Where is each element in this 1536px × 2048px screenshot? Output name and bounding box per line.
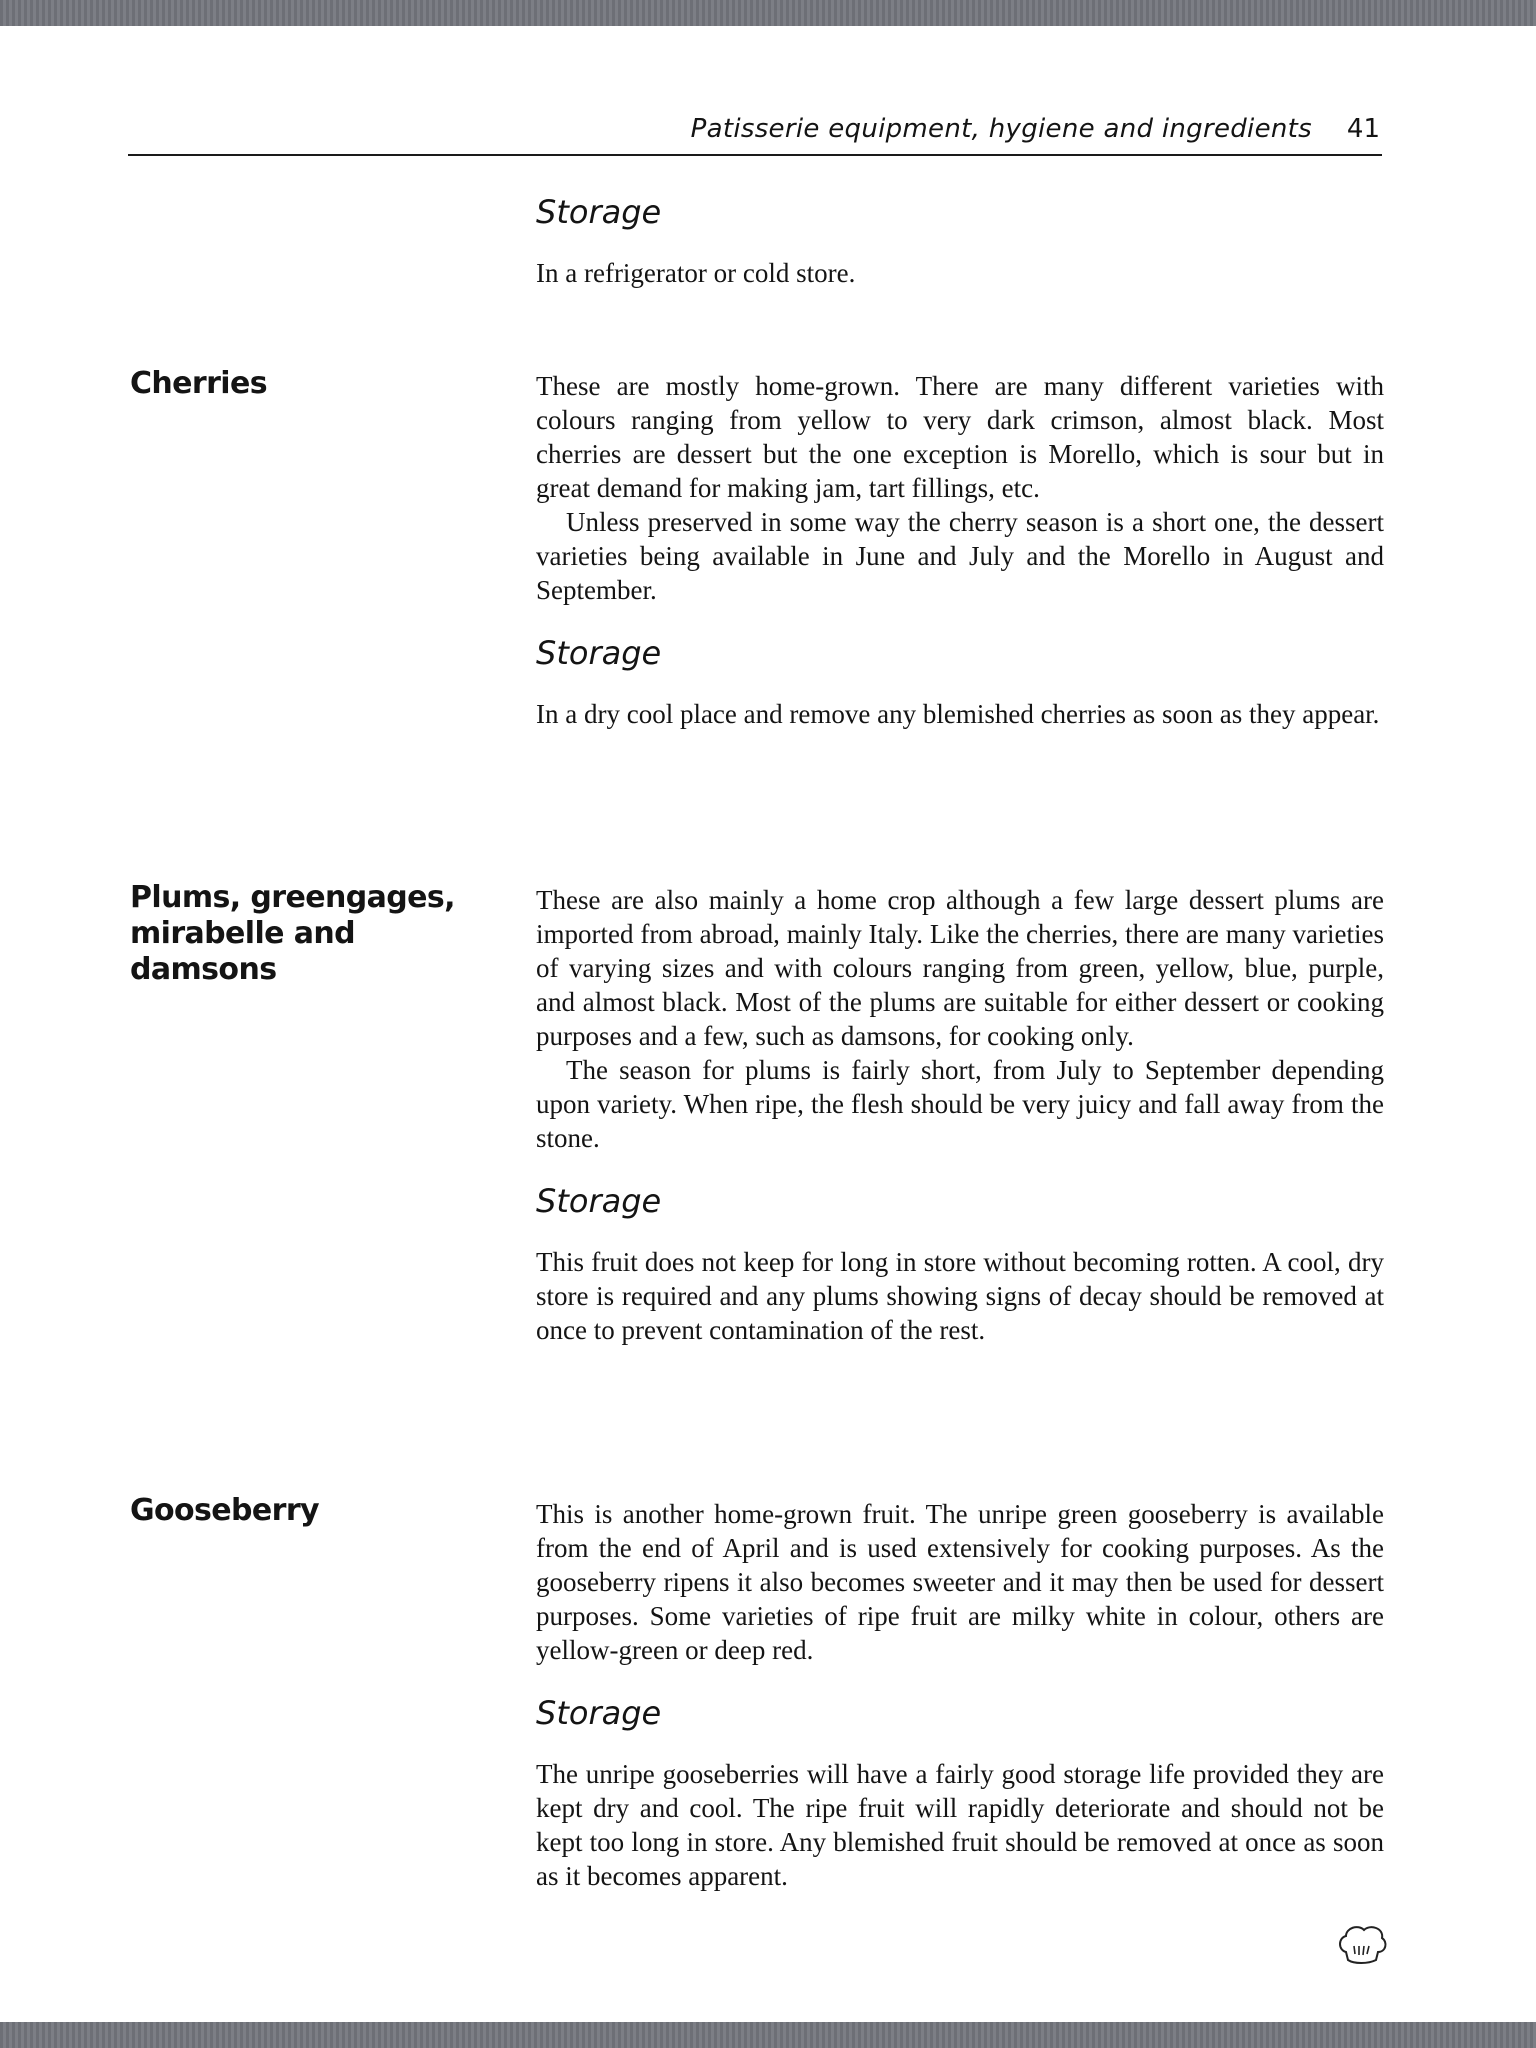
cherries-body: [536, 369, 1384, 731]
plums-storage-text: This fruit does not keep for long in store without becoming rotten. A cool, dry store is required and any plums showing signs of decay should be removed at once to prevent contamination of the rest.: [536, 1247, 1384, 1345]
gooseberry-body: [536, 1497, 1384, 1893]
section-heading-plums: [130, 880, 490, 988]
storage-subheading: Storage: [536, 1694, 662, 1732]
running-header: [130, 112, 1380, 152]
page-number: 41: [1346, 114, 1380, 144]
scan-frame-bottom: [0, 2022, 1536, 2048]
section-heading-cherries: Cherries: [130, 366, 267, 401]
intro-storage-text: In a refrigerator or cold store.: [536, 258, 856, 288]
chef-hat-icon: [1336, 1922, 1388, 1968]
intro-storage-block: [536, 192, 1384, 290]
running-title: Patisserie equipment, hygiene and ingredients: [690, 114, 1312, 144]
plums-paragraph-2: The season for plums is fairly short, from July to September depending upon variety. When ripe, the flesh should be very juicy and fall away from the stone.: [536, 1055, 1384, 1153]
cherries-paragraph-2: Unless preserved in some way the cherry season is a short one, the dessert varieties being available in June and July and the Morello in August and September.: [536, 507, 1384, 605]
cherries-paragraph-1: These are mostly home-grown. There are many different varieties with colours ranging from yellow to very dark crimson, almost black. Most cherries are dessert but the one exception is Morello, which is sour but in great demand for making jam, tart fillings, etc.: [536, 371, 1384, 503]
storage-subheading: Storage: [536, 634, 662, 672]
header-rule: [128, 154, 1382, 156]
storage-subheading: Storage: [536, 1182, 662, 1220]
cherries-storage-text: In a dry cool place and remove any blemished cherries as soon as they appear.: [536, 699, 1380, 729]
plums-paragraph-1: These are also mainly a home crop although a few large dessert plums are imported from abroad, mainly Italy. Like the cherries, there are many varieties of varying sizes and with colours ranging from green, yellow, blue, purple, and almost black. Most of the plums are suitable for either dessert or cooking purposes and a few, such as damsons, for cooking only.: [536, 885, 1384, 1051]
plums-heading-line-1: Plums, greengages,: [130, 880, 455, 915]
plums-body: [536, 883, 1384, 1347]
gooseberry-paragraph-1: This is another home-grown fruit. The unripe green gooseberry is available from the end of April and is used extensively for cooking purposes. As the gooseberry ripens it also becomes sweeter and it may then be used for dessert purposes. Some varieties of ripe fruit are milky white in colour, others are yellow-green or deep red.: [536, 1499, 1384, 1665]
storage-subheading: Storage: [536, 193, 662, 231]
plums-heading-line-2: mirabelle and damsons: [130, 916, 356, 987]
section-heading-gooseberry: Gooseberry: [130, 1493, 320, 1528]
scan-frame-top: [0, 0, 1536, 26]
gooseberry-storage-text: The unripe gooseberries will have a fairly good storage life provided they are kept dry and cool. The ripe fruit will rapidly deteriorate and should not be kept too long in store. Any blemished fruit should be removed at once as soon as it becomes apparent.: [536, 1759, 1384, 1891]
